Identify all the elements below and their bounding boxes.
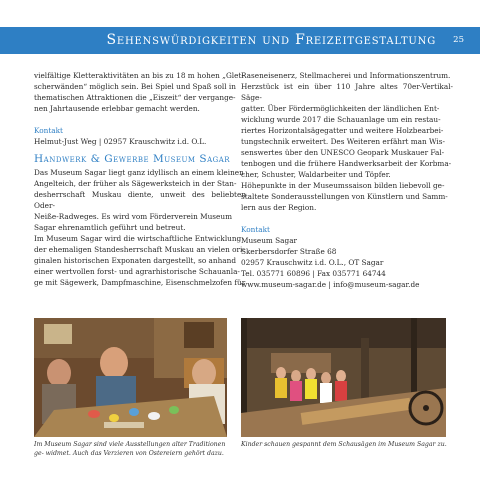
- page-section-title: Sehenswürdigkeiten und Freizeitgestaltung: [106, 32, 436, 48]
- contact-city: 02957 Krauschwitz i.d. O.L., OT Sagar: [241, 258, 384, 267]
- right-text-column: [241, 70, 453, 290]
- body-line: Im Museum Sagar wird die wirtschaftliche Entwicklung: [34, 234, 242, 243]
- contact-label: Kontakt: [34, 126, 63, 135]
- left-text-column: [34, 70, 246, 288]
- body-line: desherrschaft Muskau diente, unweit des beliebten Oder-: [34, 190, 246, 210]
- body-line: staltete Sonderausstellungen von Künstlern und Samm-: [241, 192, 448, 201]
- body-line: ge mit Sägewerk, Dampfmaschine, Eisenschmelzofen für: [34, 278, 246, 287]
- intro-line: vielfältige Kletteraktivitäten an bis zu 18 m hohen „Glet-: [34, 71, 244, 80]
- body-line: senswertes über den UNESCO Geopark Muskauer Fal-: [241, 148, 445, 157]
- intro-line: scherwänden“ möglich sein. Bei Spiel und Spaß soll in: [34, 82, 236, 91]
- body-line: lern aus der Region.: [241, 203, 317, 212]
- body-line: Das Museum Sagar liegt ganz idyllisch an einem kleinen: [34, 168, 244, 177]
- body-line: cher, Schuster, Waldarbeiter und Töpfer.: [241, 170, 391, 179]
- page-header-bar: [0, 27, 480, 54]
- contact-label: Kontakt: [241, 225, 270, 234]
- body-line: gatter. Über Fördermöglichkeiten der ländlichen Ent-: [241, 104, 440, 113]
- body-line: Herzstück ist ein über 110 Jahre altes 70er-Vertikal-Säge-: [241, 82, 453, 102]
- body-line: Höhepunkte in der Museumssaison bilden liebevoll ge-: [241, 181, 445, 190]
- body-line: riertes Horizontalsägegatter und weitere Holzbearbei-: [241, 126, 444, 135]
- body-line: wicklung wurde 2017 die Schauanlage um ein restau-: [241, 115, 441, 124]
- contact-web-email: www.museum-sagar.de | info@museum-sagar.de: [241, 280, 420, 289]
- intro-line: nen Jahrtausende erlebbar gemacht werden.: [34, 104, 200, 113]
- photo-easter-egg-decorating: [34, 318, 227, 437]
- body-line: ginalen historischen Exponaten dargestellt, so anhand: [34, 256, 237, 265]
- contact-phone-fax: Tel. 035771 60896 | Fax 035771 64744: [241, 269, 386, 278]
- contact-street: Skerbersdorfer Straße 68: [241, 247, 337, 256]
- body-line: tenbogen und die frühere Handwerksarbeit der Korbma-: [241, 159, 452, 168]
- page-number: 25: [453, 35, 464, 45]
- body-line: der ehemaligen Standesherrschaft Muskau an vielen ori-: [34, 245, 245, 254]
- photo-children-sawmill: [241, 318, 446, 437]
- contact-address: Helmut-Just Weg | 02957 Krauschwitz i.d. O.L.: [34, 137, 207, 146]
- caption-right-photo: Kinder schauen gespannt dem Schausägen im Museum Sagar zu.: [241, 441, 447, 448]
- intro-line: thematischen Attraktionen die „Eiszeit“ der vergange-: [34, 93, 236, 102]
- body-line: tungstechnik erweitert. Des Weiteren erfährt man Wis-: [241, 137, 445, 146]
- body-line: einer wertvollen forst- und agrarhistorische Schauanla-: [34, 267, 240, 276]
- caption-left-photo: Im Museum Sagar sind viele Ausstellungen alter Traditionen ge- widmet. Auch das Verzieren von Ostereiern gehört dazu.: [34, 441, 226, 457]
- body-line: Angelteich, der früher als Sägewerksteich in der Stan-: [34, 179, 237, 188]
- body-line: Sagar ehrenamtlich geführt und betreut.: [34, 223, 186, 232]
- body-line: Raseneisenerz, Stellmacherei und Informationszentrum.: [241, 71, 451, 80]
- section-heading-museum-sagar: Handwerk & Gewerbe Museum Sagar: [34, 153, 231, 165]
- body-line: Neiße-Radweges. Es wird vom Förderverein Museum: [34, 212, 232, 221]
- contact-name: Museum Sagar: [241, 236, 298, 245]
